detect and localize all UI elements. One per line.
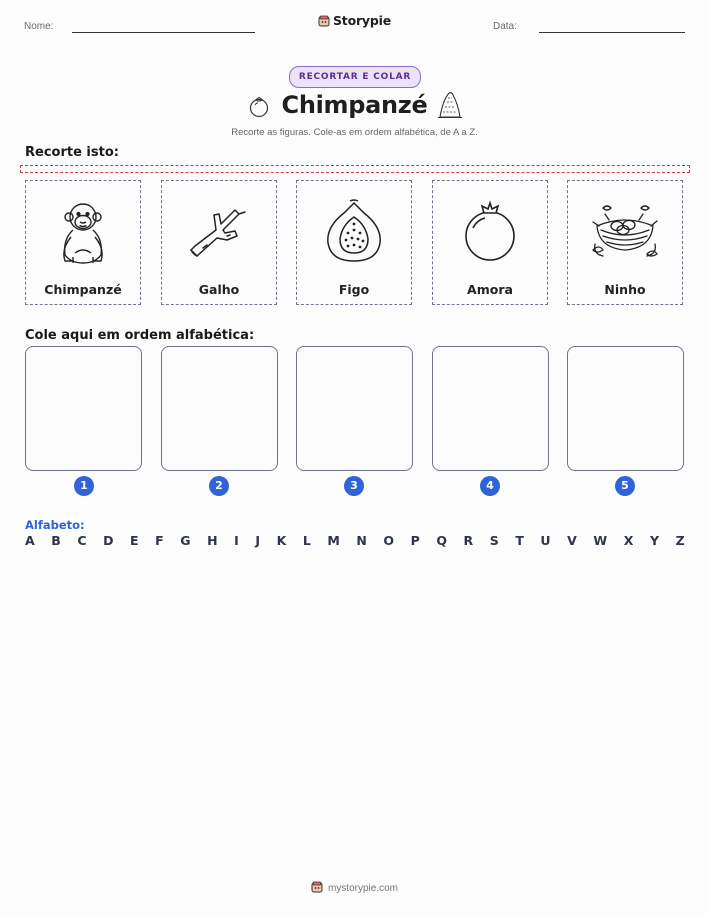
alphabet-letter: F [155,533,164,548]
storypie-logo-icon [318,15,330,27]
alphabet-letter: R [463,533,474,548]
footer-link[interactable]: mystorypie.com [327,883,398,894]
cut-section-label: Recorte isto: [25,145,119,160]
paste-slot-5[interactable] [567,346,684,471]
cut-line [20,165,690,173]
alphabet-letter: O [383,533,395,548]
card-label: Ninho [604,282,646,297]
nest-icon [589,200,661,264]
alphabet-letter: A [25,533,35,548]
card-ninho[interactable] [567,180,683,305]
paste-section-label: Cole aqui em ordem alfabética: [25,328,255,343]
alphabet-letter: S [489,533,499,548]
alphabet-letter: G [180,533,191,548]
paste-slot-1[interactable] [25,346,142,471]
alphabet-letter: I [234,533,239,548]
paste-slot-3[interactable] [296,346,413,471]
alphabet-letter: K [276,533,287,548]
brand-name: Storypie [333,13,391,28]
footer [0,881,709,894]
berry-icon [460,200,520,264]
slot-number-badge: 5 [615,476,635,496]
card-label: Galho [198,282,240,297]
card-galho[interactable] [161,180,277,305]
alphabet-letter: U [540,533,551,548]
alphabet-letter: Q [436,533,447,548]
fig-icon [322,197,386,267]
alphabet-letter: X [623,533,634,548]
card-label: Figo [338,282,370,297]
alphabet-letter: W [593,533,608,548]
alphabet-label: Alfabeto: [25,518,85,532]
slot-number-badge: 1 [74,476,94,496]
alphabet-letter: E [130,533,139,548]
date-line[interactable] [539,32,685,33]
card-figo[interactable] [296,180,412,305]
card-label: Amora [467,282,513,297]
name-label: Nome: [24,21,54,32]
paste-slot-4[interactable] [432,346,549,471]
termite-mound-icon [437,90,463,120]
alphabet-row [25,533,685,548]
alphabet-letter: Z [675,533,685,548]
alphabet-letter: C [77,533,87,548]
alphabet-letter: M [327,533,340,548]
brand-header [0,13,709,28]
card-chimpanze[interactable] [25,180,141,305]
alphabet-letter: T [515,533,524,548]
alphabet-letter: V [567,533,577,548]
storypie-logo-icon [311,881,323,893]
alphabet-letter: D [103,533,114,548]
slot-number-badge: 2 [209,476,229,496]
slot-number-badge: 3 [344,476,364,496]
alphabet-letter: B [51,533,61,548]
alphabet-letter: Y [649,533,659,548]
alphabet-letter: H [207,533,218,548]
page-title: Chimpanzé [281,91,428,119]
slot-number-badge: 4 [480,476,500,496]
date-label: Data: [493,21,517,32]
name-line[interactable] [72,32,255,33]
card-label: Chimpanzé [44,282,122,297]
alphabet-letter: N [356,533,367,548]
activity-badge: RECORTAR E COLAR [289,66,421,88]
alphabet-letter: L [302,533,311,548]
alphabet-letter: P [410,533,420,548]
alphabet-letter: J [255,533,260,548]
branch-icon [183,200,255,264]
card-amora[interactable] [432,180,548,305]
chimpanzee-icon [51,197,115,267]
instructions: Recorte as figuras. Cole-as em ordem alfabética, de A a Z. [231,127,478,138]
paste-slot-2[interactable] [161,346,278,471]
